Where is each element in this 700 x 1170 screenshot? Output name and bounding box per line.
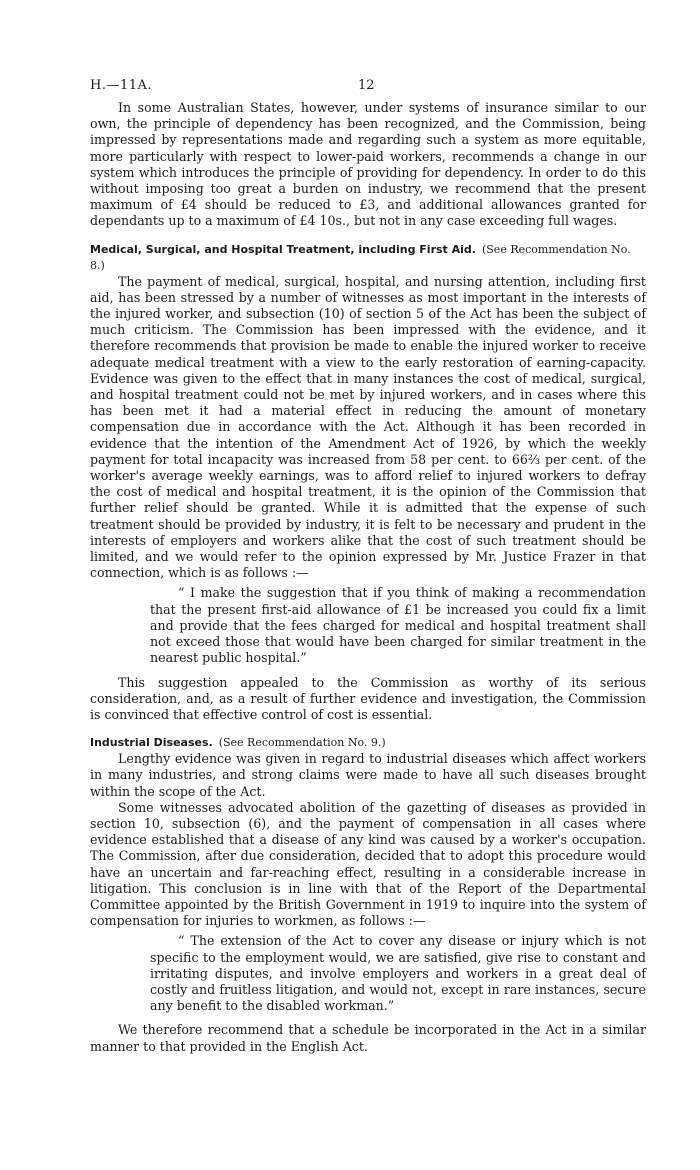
- paragraph-dependency: In some Australian States, however, under systems of insurance similar to our own, the principle of dependency has been recognized, and the Commission, being impressed by representations made and regarding such a system as more equitable, more particularly with respect to lower-paid workers, recommends a change in our system which introduces the principle of providing for dependency. In order to do this without imposing too great a burden on industry, we recommend that the present maximum of £4 should be reduced to £3, and additional allowances granted for dependants up to a maximum of £4 10s., but not in any case exceeding full wages.: [90, 100, 646, 229]
- heading-medical-ref: (See Recommendation No. 8.): [90, 242, 631, 272]
- heading-industrial-ref: (See Recommendation No. 9.): [218, 736, 386, 750]
- page-number: 12: [358, 78, 375, 93]
- document-page: [90, 78, 646, 1055]
- paragraph-recommend-schedule: We therefore recommend that a schedule be incorporated in the Act in a similar manner to that provided in the English Act.: [90, 1022, 646, 1054]
- page-header: [90, 78, 646, 100]
- document-reference: H.—11A.: [90, 78, 153, 93]
- paragraph-medical: The payment of medical, surgical, hospital, and nursing attention, including first aid, has been stressed by a number of witnesses as most important in the interests of the injured worker, and subsection (10) of section 5 of the Act has been the subject of much criticism. The Commission has been impressed with the evidence, and it therefore recommends that provision be made to enable the injured worker to receive adequate medical treatment with a view to the early restoration of earning-capacity. Evidence was given to the effect that in many instances the cost of medical, surgical, and hospital treatment could not be met by injured workers, and in cases where this has been met it had a material effect in reducing the amount of monetary compensation due in accordance with the Act. Although it has been recorded in evidence that the intention of the Amendment Act of 1926, by which the weekly payment for total incapacity was increased from 58 per cent. to 66⅔ per cent. of the worker's average weekly earnings, was to afford relief to injured workers to defray the cost of medical and hospital treatment, it is the opinion of the Commission that further relief should be granted. While it is admitted that the expense of such treatment should be provided by industry, it is felt to be necessary and prudent in the interests of employers and workers alike that the cost of such treatment should be limited, and we would refer to the opinion expressed by Mr. Justice Frazer in that connection, which is as follows :—: [90, 273, 646, 581]
- paragraph-witnesses: Some witnesses advocated abolition of the gazetting of diseases as provided in section 10, subsection (6), and the payment of compensation in all cases where evidence established that a disease of any kind was caused by a worker's occupation. The Commission, after due consideration, decided that to adopt this procedure would have an uncertain and far-reaching effect, resulting in a considerable increase in litigation. This conclusion is in line with that of the Report of the Departmental Committee appointed by the British Government in 1919 to inquire into the system of compensation for injuries to workmen, as follows :—: [90, 799, 646, 929]
- heading-medical-title: Medical, Surgical, and Hospital Treatment, including First Aid.: [90, 242, 476, 256]
- heading-industrial-diseases: [90, 735, 646, 751]
- paragraph-suggestion: This suggestion appealed to the Commission as worthy of its serious consideration, and, as a result of further evidence and investigation, the Commission is convinced that effective control of cost is essential.: [90, 674, 646, 722]
- quote-departmental-committee: “ The extension of the Act to cover any disease or injury which is not specific to the employment would, we are satisfied, give rise to constant and irritating disputes, and involve employers and workers in a great deal of costly and fruitless litigation, and would not, except in rare instances, secure any benefit to the disabled workman.”: [150, 933, 646, 1014]
- heading-industrial-title: Industrial Diseases.: [90, 736, 213, 750]
- quote-justice-frazer: “ I make the suggestion that if you think of making a recommendation that the present first-aid allowance of £1 be increased you could fix a limit and provide that the fees charged for medical and hospital treatment shall not exceed those that would have been charged for similar treatment in the nearest public hospital.”: [150, 585, 646, 666]
- paragraph-lengthy-evidence: Lengthy evidence was given in regard to industrial diseases which affect workers in many industries, and strong claims were made to have all such diseases brought within the scope of the Act.: [90, 751, 646, 799]
- heading-medical-treatment: [90, 242, 646, 274]
